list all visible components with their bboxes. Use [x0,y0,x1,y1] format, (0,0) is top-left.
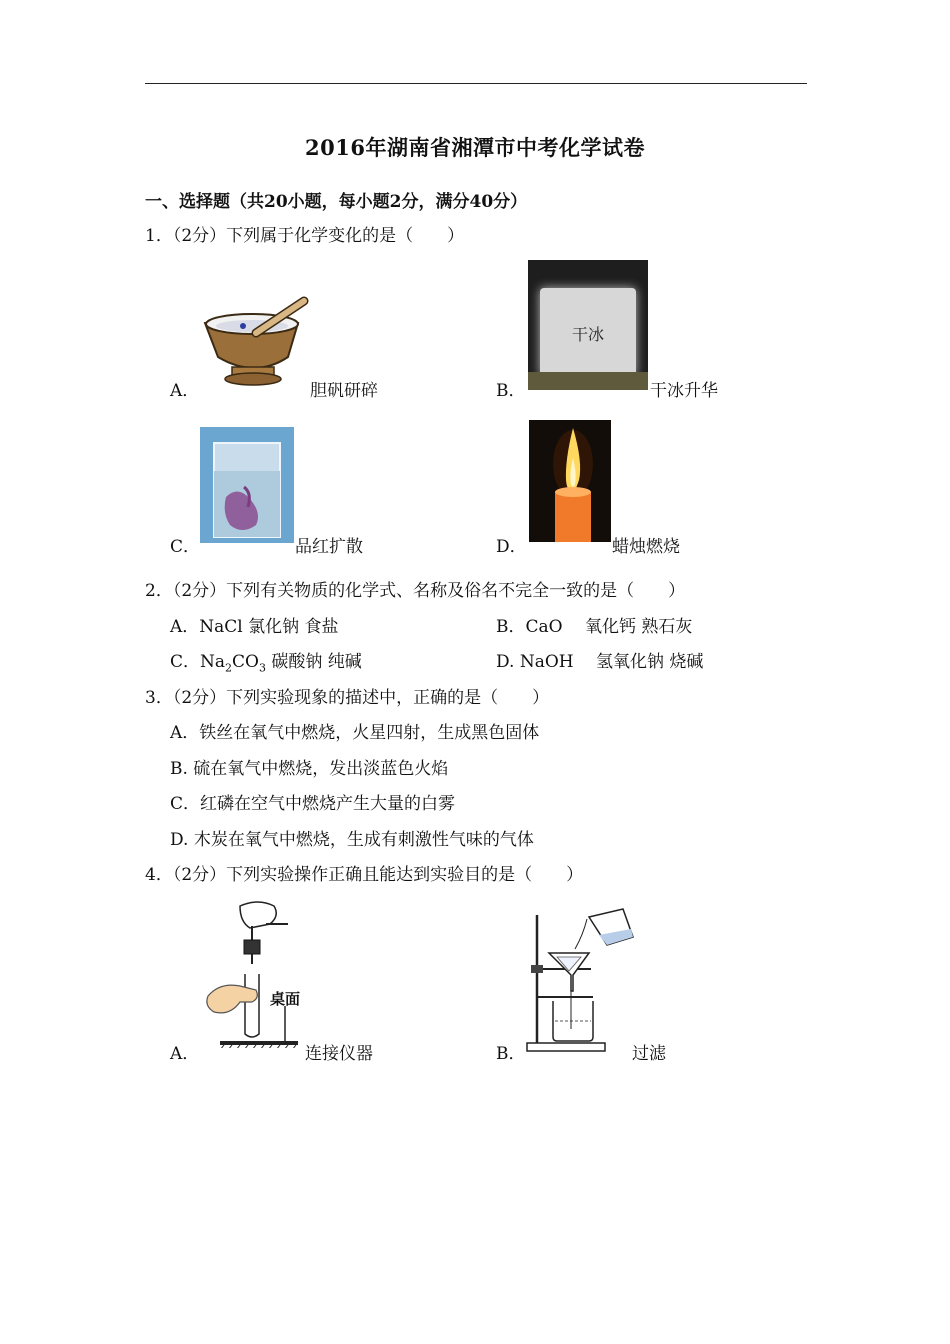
desk-label: 桌面 [270,990,301,1008]
connect-apparatus-image [200,898,302,1048]
candle-image [529,420,611,542]
q2-option-b: B．CaO 氧化钙 熟石灰 [496,617,693,637]
q1-option-a-letter: A． [170,381,200,401]
q2-stem: 2．（2分）下列有关物质的化学式、名称及俗名不完全一致的是（ ） [145,581,686,601]
q3-option-c: C．红磷在空气中燃烧产生大量的白雾 [170,794,456,814]
q2-c-sub2: 3 [258,661,266,675]
q4-option-a-text: 连接仪器 [305,1044,373,1064]
dry-ice-label: 干冰 [571,325,604,344]
q1-option-b-text: 干冰升华 [650,381,718,401]
q1-option-b-letter: B． [496,381,526,401]
q2-option-c [170,651,362,679]
beaker-dye-image [200,427,294,543]
q1-option-d-letter: D． [496,537,527,557]
header-rule [145,83,807,84]
q2-c-pre: C．Na [170,652,226,672]
q2-c-post: 碳酸钠 纯碱 [265,652,362,672]
q1-option-d-text: 蜡烛燃烧 [612,537,680,557]
q2-option-d: D. NaOH 氢氧化钠 烧碱 [496,652,704,672]
section-heading: 一、选择题（共20小题，每小题2分，满分40分） [145,192,528,212]
filtration-apparatus-image [525,905,637,1055]
dry-ice-image [528,260,648,390]
q3-option-a: A．铁丝在氧气中燃烧，火星四射，生成黑色固体 [170,723,540,743]
q3-option-b: B. 硫在氧气中燃烧，发出淡蓝色火焰 [170,759,449,779]
q2-c-mid: CO [232,652,259,672]
q3-stem: 3．（2分）下列实验现象的描述中，正确的是（ ） [145,688,550,708]
q1-option-c-letter: C． [170,537,201,557]
mortar-image [200,295,312,390]
connect-apparatus-drawing [200,898,302,1048]
q4-stem: 4．（2分）下列实验操作正确且能达到实验目的是（ ） [145,865,584,885]
q3-option-d: D. 木炭在氧气中燃烧，生成有刺激性气味的气体 [170,830,534,850]
q1-stem: 1．（2分）下列属于化学变化的是（ ） [145,226,465,246]
q2-option-a: A．NaCl 氯化钠 食盐 [170,617,339,637]
page-title: 2016年湖南省湘潭市中考化学试卷 [305,135,645,160]
q1-option-c-text: 品红扩散 [295,537,363,557]
q2-c-sub1: 2 [225,661,233,675]
q4-option-b-text: 过滤 [632,1044,666,1064]
q1-option-a-text: 胆矾研碎 [310,381,378,401]
q4-option-a-letter: A． [170,1044,200,1064]
q4-option-b-letter: B． [496,1044,526,1064]
